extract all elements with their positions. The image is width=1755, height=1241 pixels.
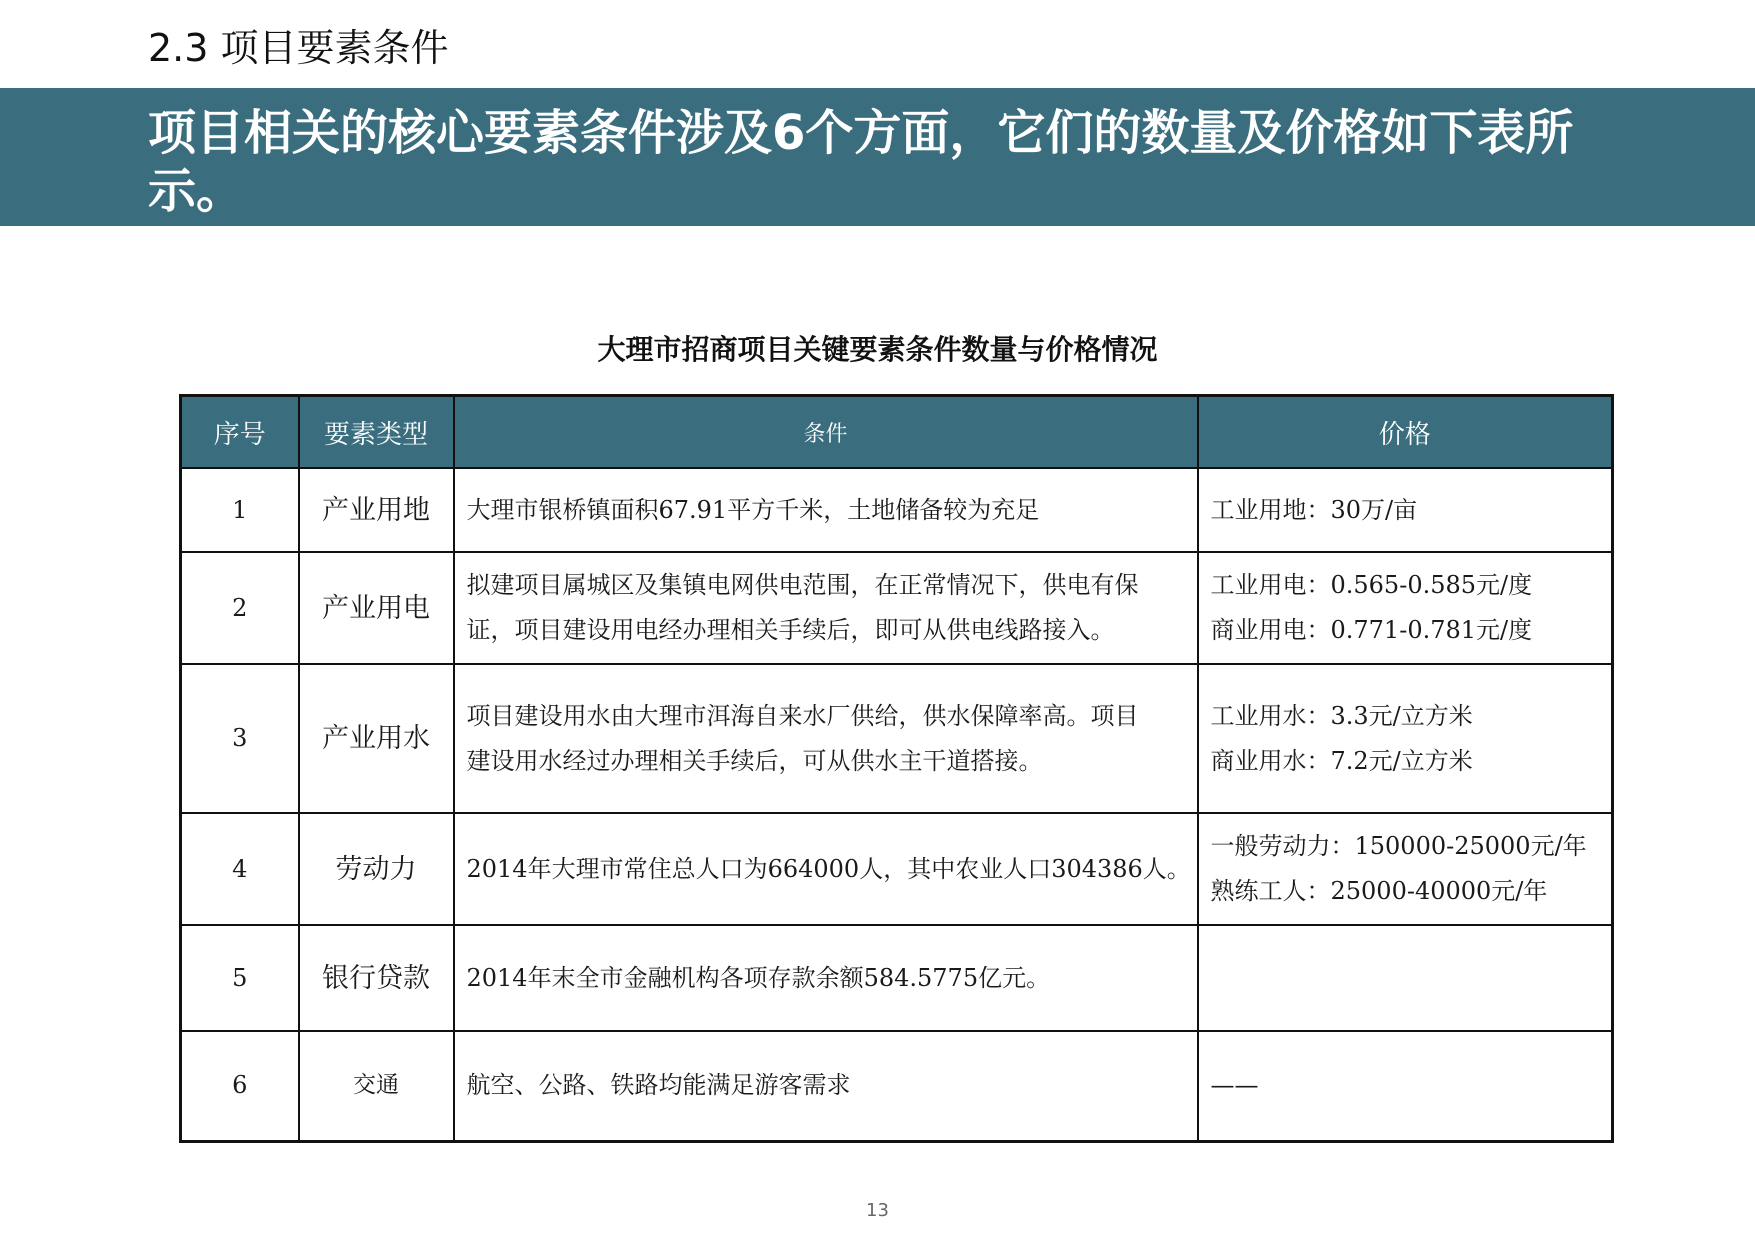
table-row xyxy=(181,813,1613,925)
condition-line: 2014年末全市金融机构各项存款余额584.5775亿元。 xyxy=(466,963,1051,992)
table-row xyxy=(181,664,1613,813)
condition-line: 航空、公路、铁路均能满足游客需求 xyxy=(466,1071,851,1100)
row-type: 产业用电 xyxy=(299,552,454,664)
price-line: 工业用电：0.565-0.585元/度 xyxy=(1210,571,1533,599)
price-line: 商业用水：7.2元/立方米 xyxy=(1210,746,1473,775)
condition-line: 项目建设用水由大理市洱海自来水厂供给，供水保障率高。项目 xyxy=(466,701,1139,730)
banner-text: 项目相关的核心要素条件涉及6个方面，它们的数量及价格如下表所示。 xyxy=(148,105,1574,219)
header-condition: 条件 xyxy=(454,396,1198,469)
price-line: 工业用地：30万/亩 xyxy=(1210,495,1418,524)
table-row xyxy=(181,1031,1613,1141)
row-index: 4 xyxy=(181,813,299,925)
condition-line: 大理市银桥镇面积67.91平方千米，土地储备较为充足 xyxy=(466,495,1040,524)
row-condition xyxy=(454,925,1198,1031)
row-index: 5 xyxy=(181,925,299,1031)
condition-line: 2014年大理市常住总人口为664000人，其中农业人口304386人。 xyxy=(466,854,1191,883)
price-line: 一般劳动力：150000-25000元/年 xyxy=(1210,832,1587,860)
row-type: 交通 xyxy=(299,1031,454,1141)
requirements-table xyxy=(179,394,1614,1143)
row-price xyxy=(1198,925,1613,1031)
header-price: 价格 xyxy=(1198,396,1613,469)
row-type: 产业用地 xyxy=(299,468,454,552)
summary-banner xyxy=(0,88,1755,226)
row-type: 产业用水 xyxy=(299,664,454,813)
row-condition xyxy=(454,552,1198,664)
row-type: 银行贷款 xyxy=(299,925,454,1031)
price-line: 熟练工人：25000-40000元/年 xyxy=(1210,877,1548,905)
row-price xyxy=(1198,552,1613,664)
header-type: 要素类型 xyxy=(299,396,454,469)
row-index: 6 xyxy=(181,1031,299,1141)
section-title: 2.3 项目要素条件 xyxy=(148,26,449,70)
row-condition xyxy=(454,1031,1198,1141)
condition-line: 建设用水经过办理相关手续后，可从供水主干道搭接。 xyxy=(466,746,1043,775)
row-index: 2 xyxy=(181,552,299,664)
table-row xyxy=(181,468,1613,552)
row-price xyxy=(1198,468,1613,552)
table-row xyxy=(181,925,1613,1031)
row-index: 3 xyxy=(181,664,299,813)
table-header-row xyxy=(181,396,1613,469)
row-index: 1 xyxy=(181,468,299,552)
page-number: 13 xyxy=(866,1200,889,1221)
header-index: 序号 xyxy=(181,396,299,469)
table-row xyxy=(181,552,1613,664)
table-title: 大理市招商项目关键要素条件数量与价格情况 xyxy=(597,333,1158,366)
row-condition xyxy=(454,664,1198,813)
price-line: —— xyxy=(1210,1071,1259,1100)
price-line: 工业用水：3.3元/立方米 xyxy=(1210,701,1473,730)
row-condition xyxy=(454,813,1198,925)
condition-line: 证，项目建设用电经办理相关手续后，即可从供电线路接入。 xyxy=(466,616,1115,644)
condition-line: 拟建项目属城区及集镇电网供电范围，在正常情况下，供电有保 xyxy=(466,571,1139,599)
price-line: 商业用电：0.771-0.781元/度 xyxy=(1210,616,1533,644)
row-type: 劳动力 xyxy=(299,813,454,925)
row-price xyxy=(1198,664,1613,813)
row-price xyxy=(1198,813,1613,925)
row-price xyxy=(1198,1031,1613,1141)
row-condition xyxy=(454,468,1198,552)
